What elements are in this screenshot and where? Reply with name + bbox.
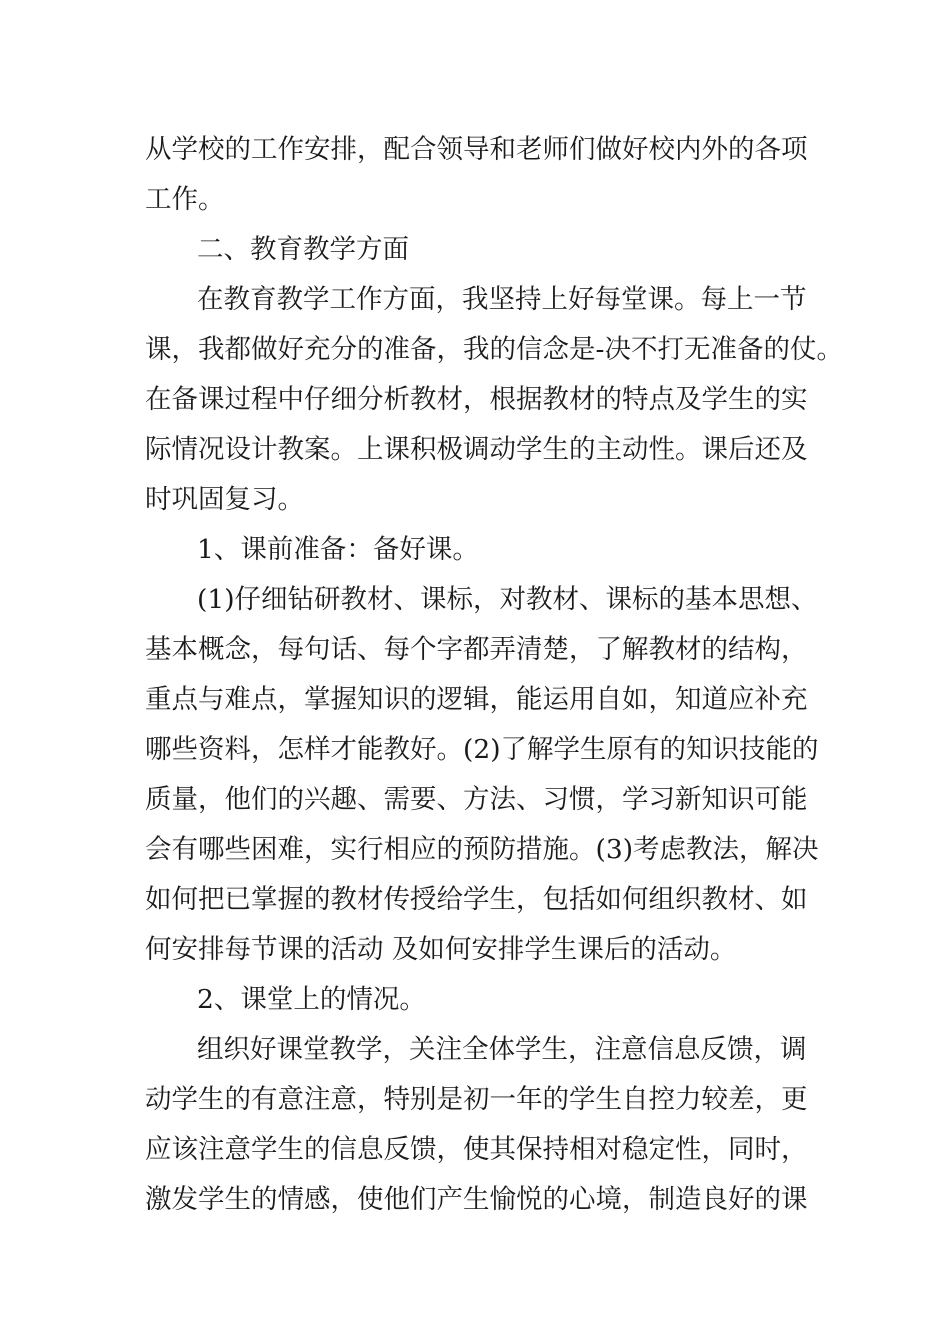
subsection-heading: 2、课堂上的情况。 bbox=[197, 984, 426, 1015]
subsection-heading: 1、课前准备：备好课。 bbox=[197, 534, 479, 565]
text-line: 会有哪些困难，实行相应的预防措施。(3)考虑教法，解决 bbox=[145, 834, 819, 865]
text-line: 应该注意学生的信息反馈，使其保持相对稳定性，同时， bbox=[145, 1134, 808, 1165]
text-line: 从学校的工作安排，配合领导和老师们做好校内外的各项 bbox=[145, 134, 808, 165]
text-line: 课，我都做好充分的准备，我的信念是-决不打无准备的仗。 bbox=[145, 334, 843, 365]
text-line: 何安排每节课的活动 及如何安排学生课后的活动。 bbox=[145, 934, 737, 965]
text-line: 动学生的有意注意，特别是初一年的学生自控力较差，更 bbox=[145, 1084, 808, 1115]
section-heading: 二、教育教学方面 bbox=[197, 234, 409, 265]
text-line: (1)仔细钻研教材、课标，对教材、课标的基本思想、 bbox=[197, 584, 818, 615]
text-line: 重点与难点，掌握知识的逻辑，能运用自如，知道应补充 bbox=[145, 684, 808, 715]
text-line: 组织好课堂教学，关注全体学生，注意信息反馈，调 bbox=[197, 1034, 807, 1065]
text-line: 时巩固复习。 bbox=[145, 484, 304, 515]
text-line: 基本概念，每句话、每个字都弄清楚，了解教材的结构， bbox=[145, 634, 808, 665]
text-line: 工作。 bbox=[145, 184, 225, 215]
text-line: 如何把已掌握的教材传授给学生，包括如何组织教材、如 bbox=[145, 884, 808, 915]
text-line: 质量，他们的兴趣、需要、方法、习惯，学习新知识可能 bbox=[145, 784, 808, 815]
text-line: 在备课过程中仔细分析教材，根据教材的特点及学生的实 bbox=[145, 384, 808, 415]
text-line: 哪些资料，怎样才能教好。(2)了解学生原有的知识技能的 bbox=[145, 734, 819, 765]
text-line: 在教育教学工作方面，我坚持上好每堂课。每上一节 bbox=[197, 284, 807, 315]
text-line: 激发学生的情感，使他们产生愉悦的心境，制造良好的课 bbox=[145, 1184, 808, 1215]
text-line: 际情况设计教案。上课积极调动学生的主动性。课后还及 bbox=[145, 434, 808, 465]
